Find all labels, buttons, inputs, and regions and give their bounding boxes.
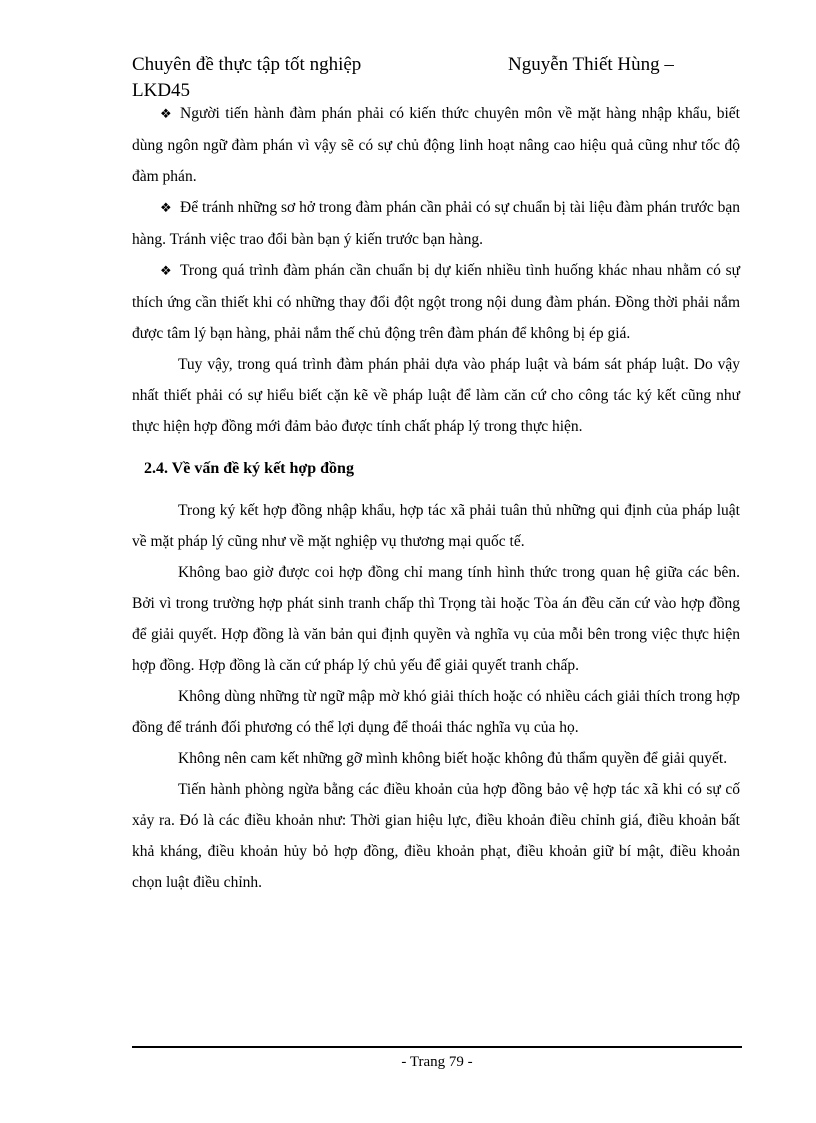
bullet-text: Trong quá trình đàm phán cần chuẩn bị dự kiến nhiều tình huống khác nhau nhằm có sự thích ứng cần thiết khi có những thay đổi đột ngột trong nội dung đàm phán. Đồng thời phải nắm được tâm lý bạn hàng, phải nắm thế chủ động trên đàm phán để không bị ép giá. [132,262,740,342]
header-class-code: LKD45 [132,80,191,101]
page-number: - Trang 79 - [401,1054,473,1070]
page-body [132,98,740,898]
page-header [132,52,692,104]
bullet-text: Để tránh những sơ hở trong đàm phán cần phải có sự chuẩn bị tài liệu đàm phán trước bạn hàng. Tránh việc trao đổi bàn bạn ý kiến trước bạn hàng. [132,199,740,248]
body-paragraph: Tuy vậy, trong quá trình đàm phán phải dựa vào pháp luật và bám sát pháp luật. Do vậy nhất thiết phải có sự hiểu biết cặn kẽ về pháp luật để làm căn cứ cho công tác ký kết cũng như thực hiện hợp đồng mới đảm bảo được tính chất pháp lý trong thực hiện. [132,356,740,435]
diamond-bullet-icon: ❖ [160,107,172,122]
bullet-item [132,98,740,192]
diamond-bullet-icon: ❖ [160,201,172,216]
header-document-title: Chuyên đề thực tập tốt nghiệp [132,54,362,75]
body-paragraph: Không bao giờ được coi hợp đồng chỉ mang tính hình thức trong quan hệ giữa các bên. Bởi vì trong trường hợp phát sinh tranh chấp thì Trọng tài hoặc Tòa án đều căn cứ vào hợp đồng để giải quyết. Hợp đồng là văn bản qui định quyền và nghĩa vụ của mỗi bên trong việc thực hiện hợp đồng. Hợp đồng là căn cứ pháp lý chủ yếu để giải quyết tranh chấp. [132,564,740,674]
body-paragraph: Tiến hành phòng ngừa bằng các điều khoản của hợp đồng bảo vệ hợp tác xã khi có sự cố xảy ra. Đó là các điều khoản như: Thời gian hiệu lực, điều khoản điều chỉnh giá, điều khoản bất khả kháng, điều khoản hủy bỏ hợp đồng, điều khoản phạt, điều khoản giữ bí mật, điều khoản chọn luật điều chỉnh. [132,781,740,891]
bullet-item [132,192,740,255]
body-paragraph: Không dùng những từ ngữ mập mờ khó giải thích hoặc có nhiều cách giải thích trong hợp đồng để tránh đối phương có thể lợi dụng để thoái thác nghĩa vụ của họ. [132,688,740,736]
footer-divider [132,1046,742,1048]
bullet-item [132,255,740,349]
section-heading: 2.4. Về vấn đề ký kết hợp đồng [144,460,354,477]
header-author-name: Nguyễn Thiết Hùng – [508,54,674,75]
body-paragraph: Không nên cam kết những gỡ mình không biết hoặc không đủ thẩm quyền để giải quyết. [178,750,728,767]
diamond-bullet-icon: ❖ [160,264,172,279]
bullet-text: Người tiến hành đàm phán phải có kiến thức chuyên môn về mặt hàng nhập khẩu, biết dùng ngôn ngữ đàm phán vì vậy sẽ có sự chủ động linh hoạt nâng cao hiệu quả cũng như tốc độ đàm phán. [132,105,740,185]
body-paragraph: Trong ký kết hợp đồng nhập khẩu, hợp tác xã phải tuân thủ những qui định của pháp luật về mặt pháp lý cũng như về mặt nghiệp vụ thương mại quốc tế. [132,502,740,550]
